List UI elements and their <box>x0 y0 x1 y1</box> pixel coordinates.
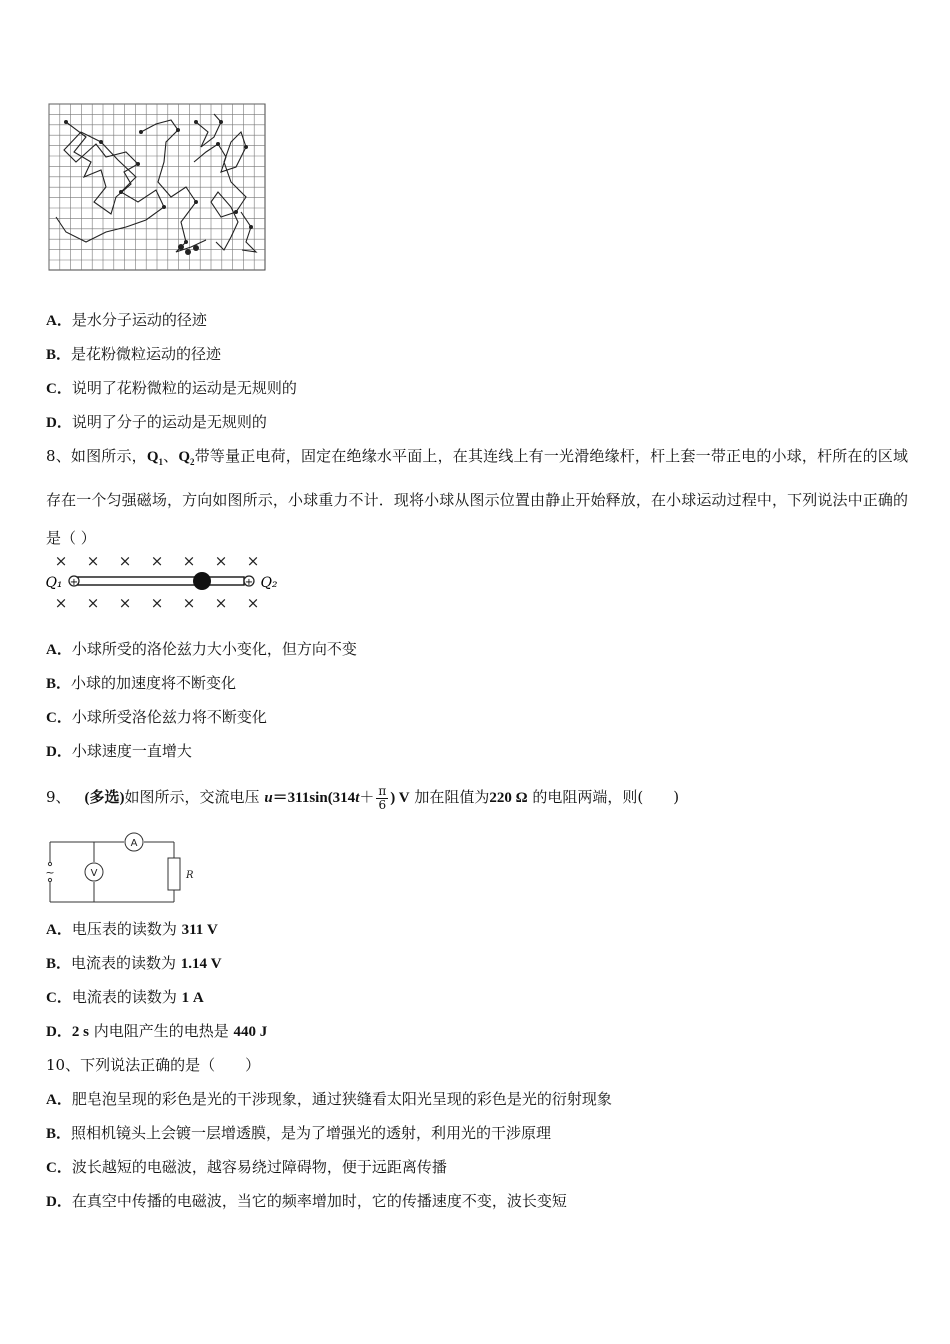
option-text: 电压表的读数为 <box>71 920 182 938</box>
option-label: C． <box>46 990 72 1006</box>
option-label: B． <box>46 1126 72 1142</box>
fraction-pi-over-6 <box>376 785 388 812</box>
q9-option-d <box>46 1021 267 1042</box>
stem-text: 的电阻两端，则( ) <box>532 788 680 806</box>
q2-symbol: Q <box>178 449 191 465</box>
q8-option-a <box>46 639 357 660</box>
field-cross: × <box>214 552 228 570</box>
q1-subscript: 1 <box>158 457 163 467</box>
frac-denominator: 6 <box>378 797 387 812</box>
question-number: 9、 <box>46 788 71 806</box>
option-label: A． <box>46 922 72 938</box>
plus-sign: + <box>69 577 79 588</box>
q9-stem <box>46 782 679 813</box>
label-q1: Q₁ <box>45 575 63 591</box>
stem-text: 下列说法正确的是（ ） <box>80 1056 261 1074</box>
option-label: A． <box>46 313 72 329</box>
option-time: 2 s <box>71 1024 89 1040</box>
field-cross: × <box>118 594 132 612</box>
stem-text: 带等量正电荷，固定在绝缘水平面上，在其连线上有一光滑绝缘杆，杆上套一带正电的小球，杆所在的区域存在一个匀强磁场，方向如图所示，小球重力不计．现将小球从图示位置由静止开始释放，在小球运动过程中，下列说法中正确的是（ ） <box>46 447 908 547</box>
multi-select-tag: (多选) <box>84 790 125 806</box>
option-text: 小球的加速度将不断变化 <box>71 674 237 692</box>
option-label: C． <box>46 710 72 726</box>
field-cross: × <box>246 594 260 612</box>
var-u: u <box>264 790 273 806</box>
equation-end: ) V <box>390 790 410 806</box>
ac-source-label: ~ <box>45 866 55 879</box>
option-text: 小球所受的洛伦兹力大小变化，但方向不变 <box>71 640 357 658</box>
field-cross: × <box>150 594 164 612</box>
option-label: D． <box>46 744 72 760</box>
field-cross: × <box>86 552 100 570</box>
option-value: 440 J <box>233 1024 268 1040</box>
option-label: D． <box>46 415 72 431</box>
option-text: 照相机镜头上会镀一层增透膜，是为了增强光的透射，利用光的干涉原理 <box>71 1124 552 1142</box>
frac-numerator: π <box>378 783 387 798</box>
option-text: 电流表的读数为 <box>71 954 181 972</box>
field-cross: × <box>118 552 132 570</box>
q9-circuit-figure <box>44 830 194 908</box>
q10-stem <box>46 1055 260 1075</box>
brownian-motion-figure <box>46 102 268 274</box>
option-text: 小球所受洛伦兹力将不断变化 <box>71 708 267 726</box>
separator: 、 <box>162 447 179 465</box>
resistor-box <box>168 858 180 890</box>
q1-symbol: Q <box>146 449 159 465</box>
q2-subscript: 2 <box>190 457 195 467</box>
field-cross: × <box>182 552 196 570</box>
charge-q2 <box>178 449 194 465</box>
option-label: A． <box>46 642 72 658</box>
question-number: 10、 <box>46 1056 81 1074</box>
option-label: C． <box>46 1160 72 1176</box>
stem-text: 加在阻值为 <box>414 788 490 806</box>
option-label: A． <box>46 1092 72 1108</box>
field-cross: × <box>182 594 196 612</box>
var-t: t <box>355 790 360 806</box>
option-text: 说明了分子的运动是无规则的 <box>71 413 267 431</box>
field-cross: × <box>246 552 260 570</box>
field-cross: × <box>54 552 68 570</box>
stem-text: 如图所示， <box>70 447 147 465</box>
q9-option-b <box>46 953 222 974</box>
q10-option-c <box>46 1157 447 1178</box>
label-q2: Q₂ <box>260 575 278 591</box>
option-text: 内电阻产生的电热是 <box>88 1022 234 1040</box>
field-cross: × <box>86 594 100 612</box>
q8-option-b <box>46 673 236 694</box>
option-label: B． <box>46 347 72 363</box>
q10-option-a <box>46 1089 612 1110</box>
plus-sign: + <box>244 577 254 588</box>
option-value: 311 V <box>181 922 218 938</box>
q8-stem <box>46 437 908 557</box>
charge-q1 <box>147 449 163 465</box>
field-cross: × <box>150 552 164 570</box>
option-text: 在真空中传播的电磁波，当它的频率增加时，它的传播速度不变，波长变短 <box>71 1192 567 1210</box>
resistor-label: R <box>186 870 194 881</box>
plus: ＋ <box>359 788 375 806</box>
option-text: 是水分子运动的径迹 <box>71 311 207 329</box>
q7-option-b <box>46 344 221 365</box>
insulated-rod <box>78 577 244 585</box>
stem-text: 如图所示，交流电压 <box>124 788 265 806</box>
resistance-value: 220 Ω <box>489 790 528 806</box>
q10-option-b <box>46 1123 551 1144</box>
option-label: B． <box>46 956 72 972</box>
field-cross: × <box>54 594 68 612</box>
option-text: 肥皂泡呈现的彩色是光的干涉现象，通过狭缝看太阳光呈现的彩色是光的衍射现象 <box>71 1090 612 1108</box>
q10-option-d <box>46 1191 567 1212</box>
option-text: 小球速度一直增大 <box>71 742 192 760</box>
charged-ball <box>193 572 211 590</box>
option-value: 1.14 V <box>180 956 222 972</box>
q9-option-c <box>46 987 204 1008</box>
option-label: D． <box>46 1194 72 1210</box>
option-label: C． <box>46 381 72 397</box>
voltmeter-label: V <box>90 868 98 879</box>
q8-option-c <box>46 707 267 728</box>
q7-option-a <box>46 310 207 331</box>
option-value: 1 A <box>181 990 204 1006</box>
q8-option-d <box>46 741 192 762</box>
q7-option-d <box>46 412 267 433</box>
option-text: 电流表的读数为 <box>71 988 182 1006</box>
q8-figure <box>44 548 284 614</box>
q7-option-c <box>46 378 297 399</box>
equation: ＝311sin(314 <box>272 790 356 806</box>
option-label: D． <box>46 1024 72 1040</box>
question-number: 8、 <box>46 447 71 465</box>
option-label: B． <box>46 676 72 692</box>
option-text: 说明了花粉微粒的运动是无规则的 <box>71 379 297 397</box>
option-text: 波长越短的电磁波，越容易绕过障碍物，便于远距离传播 <box>71 1158 447 1176</box>
option-text: 是花粉微粒运动的径迹 <box>71 345 222 363</box>
q9-option-a <box>46 919 218 940</box>
ammeter-label: A <box>130 838 138 849</box>
field-cross: × <box>214 594 228 612</box>
